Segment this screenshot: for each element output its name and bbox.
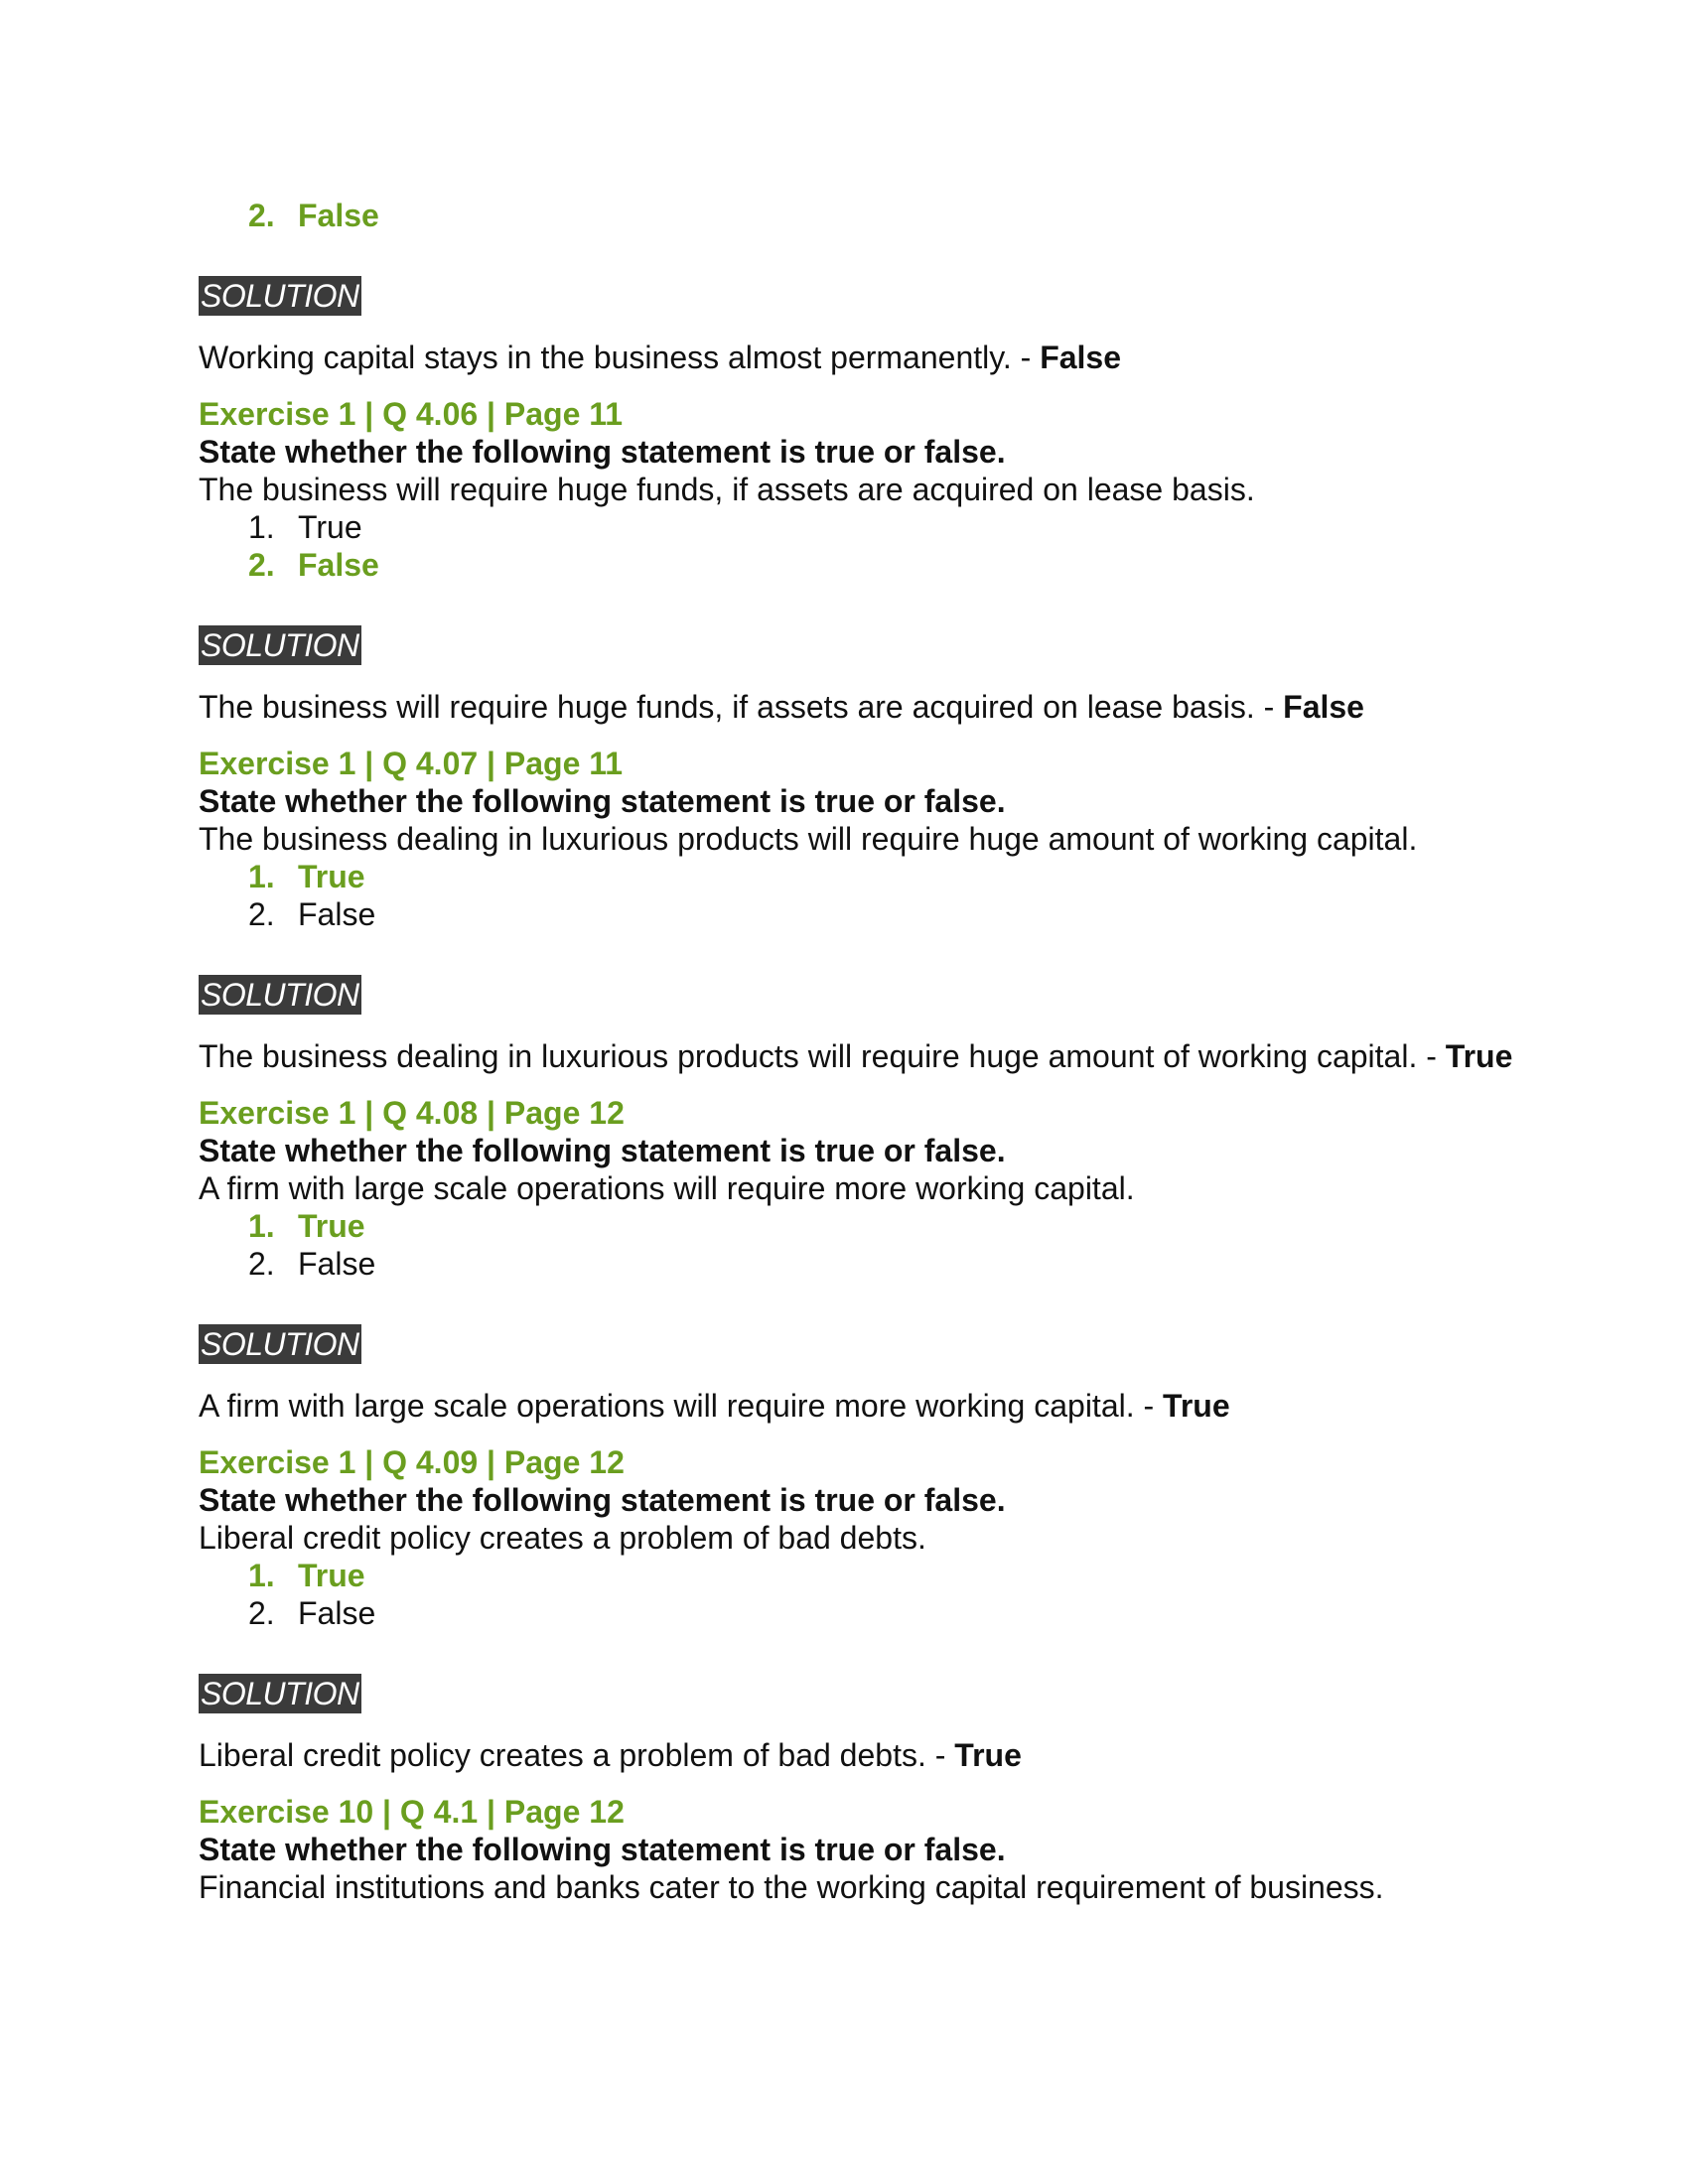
option-list — [199, 197, 1549, 234]
solution-answer: A firm with large scale operations will require more working capital. - True — [199, 1388, 1230, 1424]
solution-section — [199, 1674, 1549, 1715]
exercise-statement: The business will require huge funds, if assets are acquired on lease basis. — [199, 472, 1255, 507]
solution-label: SOLUTION — [201, 278, 359, 314]
exercise-header: Exercise 1 | Q 4.09 | Page 12 — [199, 1444, 625, 1480]
solution-label: SOLUTION — [201, 627, 359, 663]
solution-section — [199, 276, 1549, 318]
exercise-statement: The business dealing in luxurious products will require huge amount of working capital. — [199, 821, 1418, 857]
option-list — [199, 1207, 1549, 1283]
exercise-instruction: State whether the following statement is true or false. — [199, 434, 1006, 470]
exercise-instruction: State whether the following statement is true or false. — [199, 1482, 1006, 1518]
solution-label: SOLUTION — [201, 1326, 359, 1362]
exercise-statement: Financial institutions and banks cater to the working capital requirement of business. — [199, 1869, 1384, 1905]
option-list — [199, 858, 1549, 933]
option-false-correct: 2. False — [248, 547, 379, 583]
option-true-correct: 1. True — [248, 859, 365, 894]
exercise-instruction: State whether the following statement is true or false. — [199, 1832, 1006, 1867]
exercise-statement: Liberal credit policy creates a problem of bad debts. — [199, 1520, 926, 1556]
option-false-correct: 2. False — [248, 198, 379, 233]
option-false: 2. False — [248, 1595, 376, 1631]
option-true: 1. True — [248, 509, 362, 545]
option-list — [199, 508, 1549, 584]
solution-label: SOLUTION — [201, 1676, 359, 1711]
solution-answer: Working capital stays in the business almost permanently. - False — [199, 340, 1122, 375]
solution-label: SOLUTION — [201, 977, 359, 1013]
document-page — [199, 197, 1549, 1906]
solution-section — [199, 975, 1549, 1017]
option-true-correct: 1. True — [248, 1558, 365, 1593]
solution-section — [199, 1324, 1549, 1366]
exercise-instruction: State whether the following statement is true or false. — [199, 1133, 1006, 1168]
solution-answer: The business will require huge funds, if assets are acquired on lease basis. - False — [199, 689, 1364, 725]
solution-answer: The business dealing in luxurious products will require huge amount of working capital. - True — [199, 1038, 1513, 1074]
exercise-statement: A firm with large scale operations will require more working capital. — [199, 1170, 1135, 1206]
option-list — [199, 1557, 1549, 1632]
exercise-instruction: State whether the following statement is true or false. — [199, 783, 1006, 819]
option-false: 2. False — [248, 896, 376, 932]
option-true-correct: 1. True — [248, 1208, 365, 1244]
exercise-header: Exercise 10 | Q 4.1 | Page 12 — [199, 1794, 625, 1830]
option-false: 2. False — [248, 1246, 376, 1282]
exercise-header: Exercise 1 | Q 4.06 | Page 11 — [199, 396, 624, 432]
solution-section — [199, 625, 1549, 667]
exercise-header: Exercise 1 | Q 4.08 | Page 12 — [199, 1095, 625, 1131]
solution-answer: Liberal credit policy creates a problem of bad debts. - True — [199, 1737, 1022, 1773]
exercise-header: Exercise 1 | Q 4.07 | Page 11 — [199, 746, 624, 781]
